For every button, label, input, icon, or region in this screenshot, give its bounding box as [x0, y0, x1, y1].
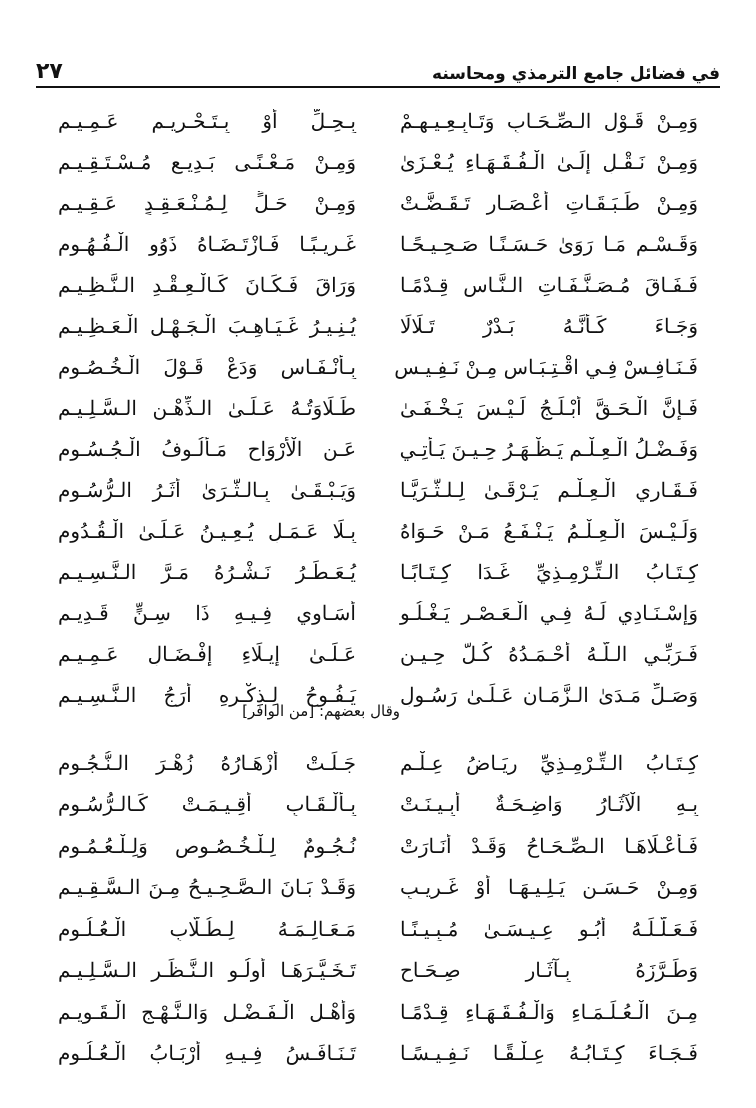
verse: [36, 1033, 720, 1075]
verse: [36, 100, 720, 141]
first-hemistich: فَـفَـاقَ مُـصَـنَّـفَـاتِ الـنَّـاسِ قِـدْمًـا: [400, 272, 698, 297]
header-rule: [36, 86, 720, 88]
first-hemistich: فَـعَـلَّـلَـهُ أَبُـو عِـيـسَـىٰ مُـبِـيـنًـا: [400, 916, 698, 941]
second-hemistich: غَـرِيـبًـا فَـازْتَـضَـاهُ ذَوُو الْـفُـهُـومِ: [58, 231, 356, 256]
first-hemistich: كِـتَـابُ الـتِّـرْمِـذِيِّ رِيَـاضُ عِـلْـمٍ: [400, 750, 698, 775]
verse: [36, 825, 720, 867]
second-hemistich: يُـنِـيـرُ غَـيَـاهِـبَ الْـجَـهْـلِ الْـعَـظِـيـمِ: [58, 313, 356, 338]
second-hemistich: مَـعَـالِـمَـهُ لِـطُـلَّابِ الْـعُـلُـومِ: [58, 916, 356, 941]
first-hemistich: فَـنَـافِـسْ فِـي اقْـتِـبَـاسٍ مِـنْ نَـفِـيـسٍ: [394, 354, 698, 379]
page-number: ٢٧: [36, 59, 63, 84]
verse: [36, 469, 720, 510]
verse: [36, 264, 720, 305]
second-hemistich: وَأَهْـلِ الْـفَـضْـلِ وَالـنَّـهْـجِ الْـقَـوِيـمِ: [58, 999, 356, 1024]
first-hemistich: وَقَـسْـمٍ مَـا رَوَىٰ حَـسَـنًـا صَـحِـيـحًـا: [400, 231, 698, 256]
second-hemistich: يَـفُـوحُ لِـذِكْـرِهِ أَرَجُ الـنَّـسِـيـمِ: [58, 682, 356, 707]
verse: [36, 950, 720, 992]
first-hemistich: وَطَـرَّزَهُ بِـآثَـارٍ صِـحَـاحٍ: [400, 958, 698, 983]
first-hemistich: وَإِسْـنَـادِي لَـهُ فِـي الْـعَـصْـرِ يَـغْـلُـو: [400, 600, 698, 625]
verse: [36, 428, 720, 469]
first-hemistich: كِـتَـابُ الـتِّـرْمِـذِيِّ غَـدَا كِـتَـابًـا: [400, 559, 698, 584]
first-hemistich: وَفَـضْـلُ الْـعِـلْـمِ يَـظْـهَـرُ حِـيـنَ يَـأْتِـي: [399, 436, 698, 461]
second-hemistich: بِـأَنْـفَـاسٍ وَدَعْ قَـوْلَ الْـخُـصُـومِ: [58, 354, 356, 379]
first-hemistich: فَـقَـارِي الْـعِـلْـمِ يَـرْقَـىٰ لِـلـثُّـرَيَّـا: [400, 477, 698, 502]
verse: [36, 867, 720, 909]
second-hemistich: وَيَـبْـقَـىٰ بِـالـثَّـرَىٰ أَثَـرُ الـرُّسُـومِ: [58, 477, 356, 502]
verse: [36, 991, 720, 1033]
first-hemistich: مِـنَ الْـعُـلَـمَـاءِ وَالْـفُـقَـهَـاءِ قِـدْمًـا: [400, 999, 698, 1024]
poem-first: [36, 100, 720, 715]
second-hemistich: نُـجُـومٌ لِـلْـخُـصُـوصِ وَلِـلْـعُـمُـومِ: [58, 833, 356, 858]
running-title: في فضائل جامع الترمذي ومحاسنه: [432, 64, 720, 84]
second-hemistich: وَمِـنْ حَـلٍّ لِـمُـنْـعَـقِـدٍ عَـقِـيـمِ: [58, 190, 356, 215]
second-hemistich: بِـلَا عَـمَـلٍ يُـعِـيـنُ عَـلَـىٰ الْـقُـدُومِ: [58, 518, 356, 543]
verse: [36, 633, 720, 674]
first-hemistich: فَـأَعْـلَاهَـا الـصِّـحَـاحُ وَقَـدْ أَنَـارَتْ: [400, 833, 698, 858]
second-hemistich: أُسَـاوِي فِـيـهِ ذَا سِـنٍّ قَـدِيـمِ: [58, 600, 356, 625]
second-hemistich: بِـحِـلِّ أَوْ بِـتَـحْـرِيـمٍ عَـمِـيـمِ: [58, 108, 356, 133]
verse: [36, 784, 720, 826]
page-header: [36, 48, 720, 84]
first-hemistich: وَصَـلِّ مَـدَىٰ الـزَّمَـانِ عَـلَـىٰ رَسُـولٍ: [400, 682, 698, 707]
verse: [36, 510, 720, 551]
first-hemistich: وَمِـنْ طَـبَـقَـاتِ أَعْـصَـارٍ تَـقَـضَّـتْ: [400, 190, 698, 215]
verse: [36, 551, 720, 592]
verse: [36, 908, 720, 950]
second-hemistich: تَـخَـيَّـرَهَـا أُولُـو الـنَّـظَـرِ الـسَّـلِـيـمِ: [58, 958, 356, 983]
verse: [36, 592, 720, 633]
first-hemistich: وَلَـيْـسَ الْـعِـلْـمُ يَـنْـفَـعُ مَـنْ حَـوَاهُ: [400, 518, 698, 543]
first-hemistich: وَجَـاءَ كَـأَنَّـهُ بَـدْرٌ تَـلَالَا: [400, 313, 698, 338]
second-hemistich: بِـأَلْـقَـابٍ أُقِـيـمَـتْ كَـالـرُّسُـومِ: [58, 792, 356, 817]
first-hemistich: فَـجَـاءَ كِـتَـابُـهُ عِـلْـقًـا نَـفِـيـسًـا: [400, 1041, 698, 1066]
poem-second: [36, 742, 720, 1074]
second-hemistich: تَـنَـافَـسُ فِـيـهِ أَرْبَـابُ الْـعُـلُـومِ: [58, 1041, 356, 1066]
first-hemistich: وَمِـنْ حَـسَـنٍ يَـلِـيـهَـا أَوْ غَـرِيـبٍ: [400, 875, 698, 900]
verse: [36, 182, 720, 223]
first-hemistich: وَمِـنْ قَـوْلِ الـصِّـحَـابِ وَتَـابِـعِـيـهِـمْ: [400, 108, 698, 133]
second-hemistich: طَـلَاوَتُـهُ عَـلَـىٰ الـذِّهْـنِ الـسَّـلِـيـمِ: [58, 395, 356, 420]
second-hemistich: وَقَـدْ بَـانَ الـصَّـحِـيـحُ مِـنَ الـسَّـقِـيـمِ: [58, 875, 356, 900]
verse: [36, 305, 720, 346]
verse: [36, 346, 720, 387]
verse: [36, 223, 720, 264]
verse: [36, 141, 720, 182]
second-hemistich: يُـعَـطِّـرُ نَـشْـرُهُ مَـرَّ الـنَّـسِـيـمِ: [58, 559, 356, 584]
first-hemistich: بِـهِ الْآثَـارُ وَاضِـحَـةٌ أَبِـيـنَـتْ: [400, 792, 698, 817]
section-heading: وقال بعضهم: [من الوافر]: [242, 702, 400, 720]
second-hemistich: وَرَاقَ فَـكَـانَ كَـالْـعِـقْـدِ الـنَّـظِـيـمِ: [58, 272, 356, 297]
second-hemistich: عَـلَـىٰ إِيـلَاءِ إِفْـضَـالٍ عَـمِـيـمِ: [58, 641, 356, 666]
second-hemistich: جَـلَـتْ أَزْهَـارُهُ زُهْـرَ الـنُّـجُـومِ: [58, 750, 356, 775]
verse: [36, 742, 720, 784]
first-hemistich: فَـرَبِّـي الـلَّـهُ أَحْـمَـدُهُ كُـلَّ حِـيـنٍ: [400, 641, 698, 666]
verse: [36, 387, 720, 428]
first-hemistich: وَمِـنْ نَـقْـلٍ إِلَـىٰ الْـفُـقَـهَـاءِ يُـعْـزَىٰ: [400, 149, 698, 174]
second-hemistich: وَمِـنْ مَـعْـنًـى بَـدِيـعٍ مُـسْـتَـقِـيـمِ: [58, 149, 356, 174]
first-hemistich: فَـإِنَّ الْـحَـقَّ أَبْـلَـجُ لَـيْـسَ يَـخْـفَـىٰ: [400, 395, 698, 420]
second-hemistich: عَـنِ الْأَرْوَاحِ مَـأْلُـوفُ الْـجُـسُـومِ: [58, 436, 356, 461]
